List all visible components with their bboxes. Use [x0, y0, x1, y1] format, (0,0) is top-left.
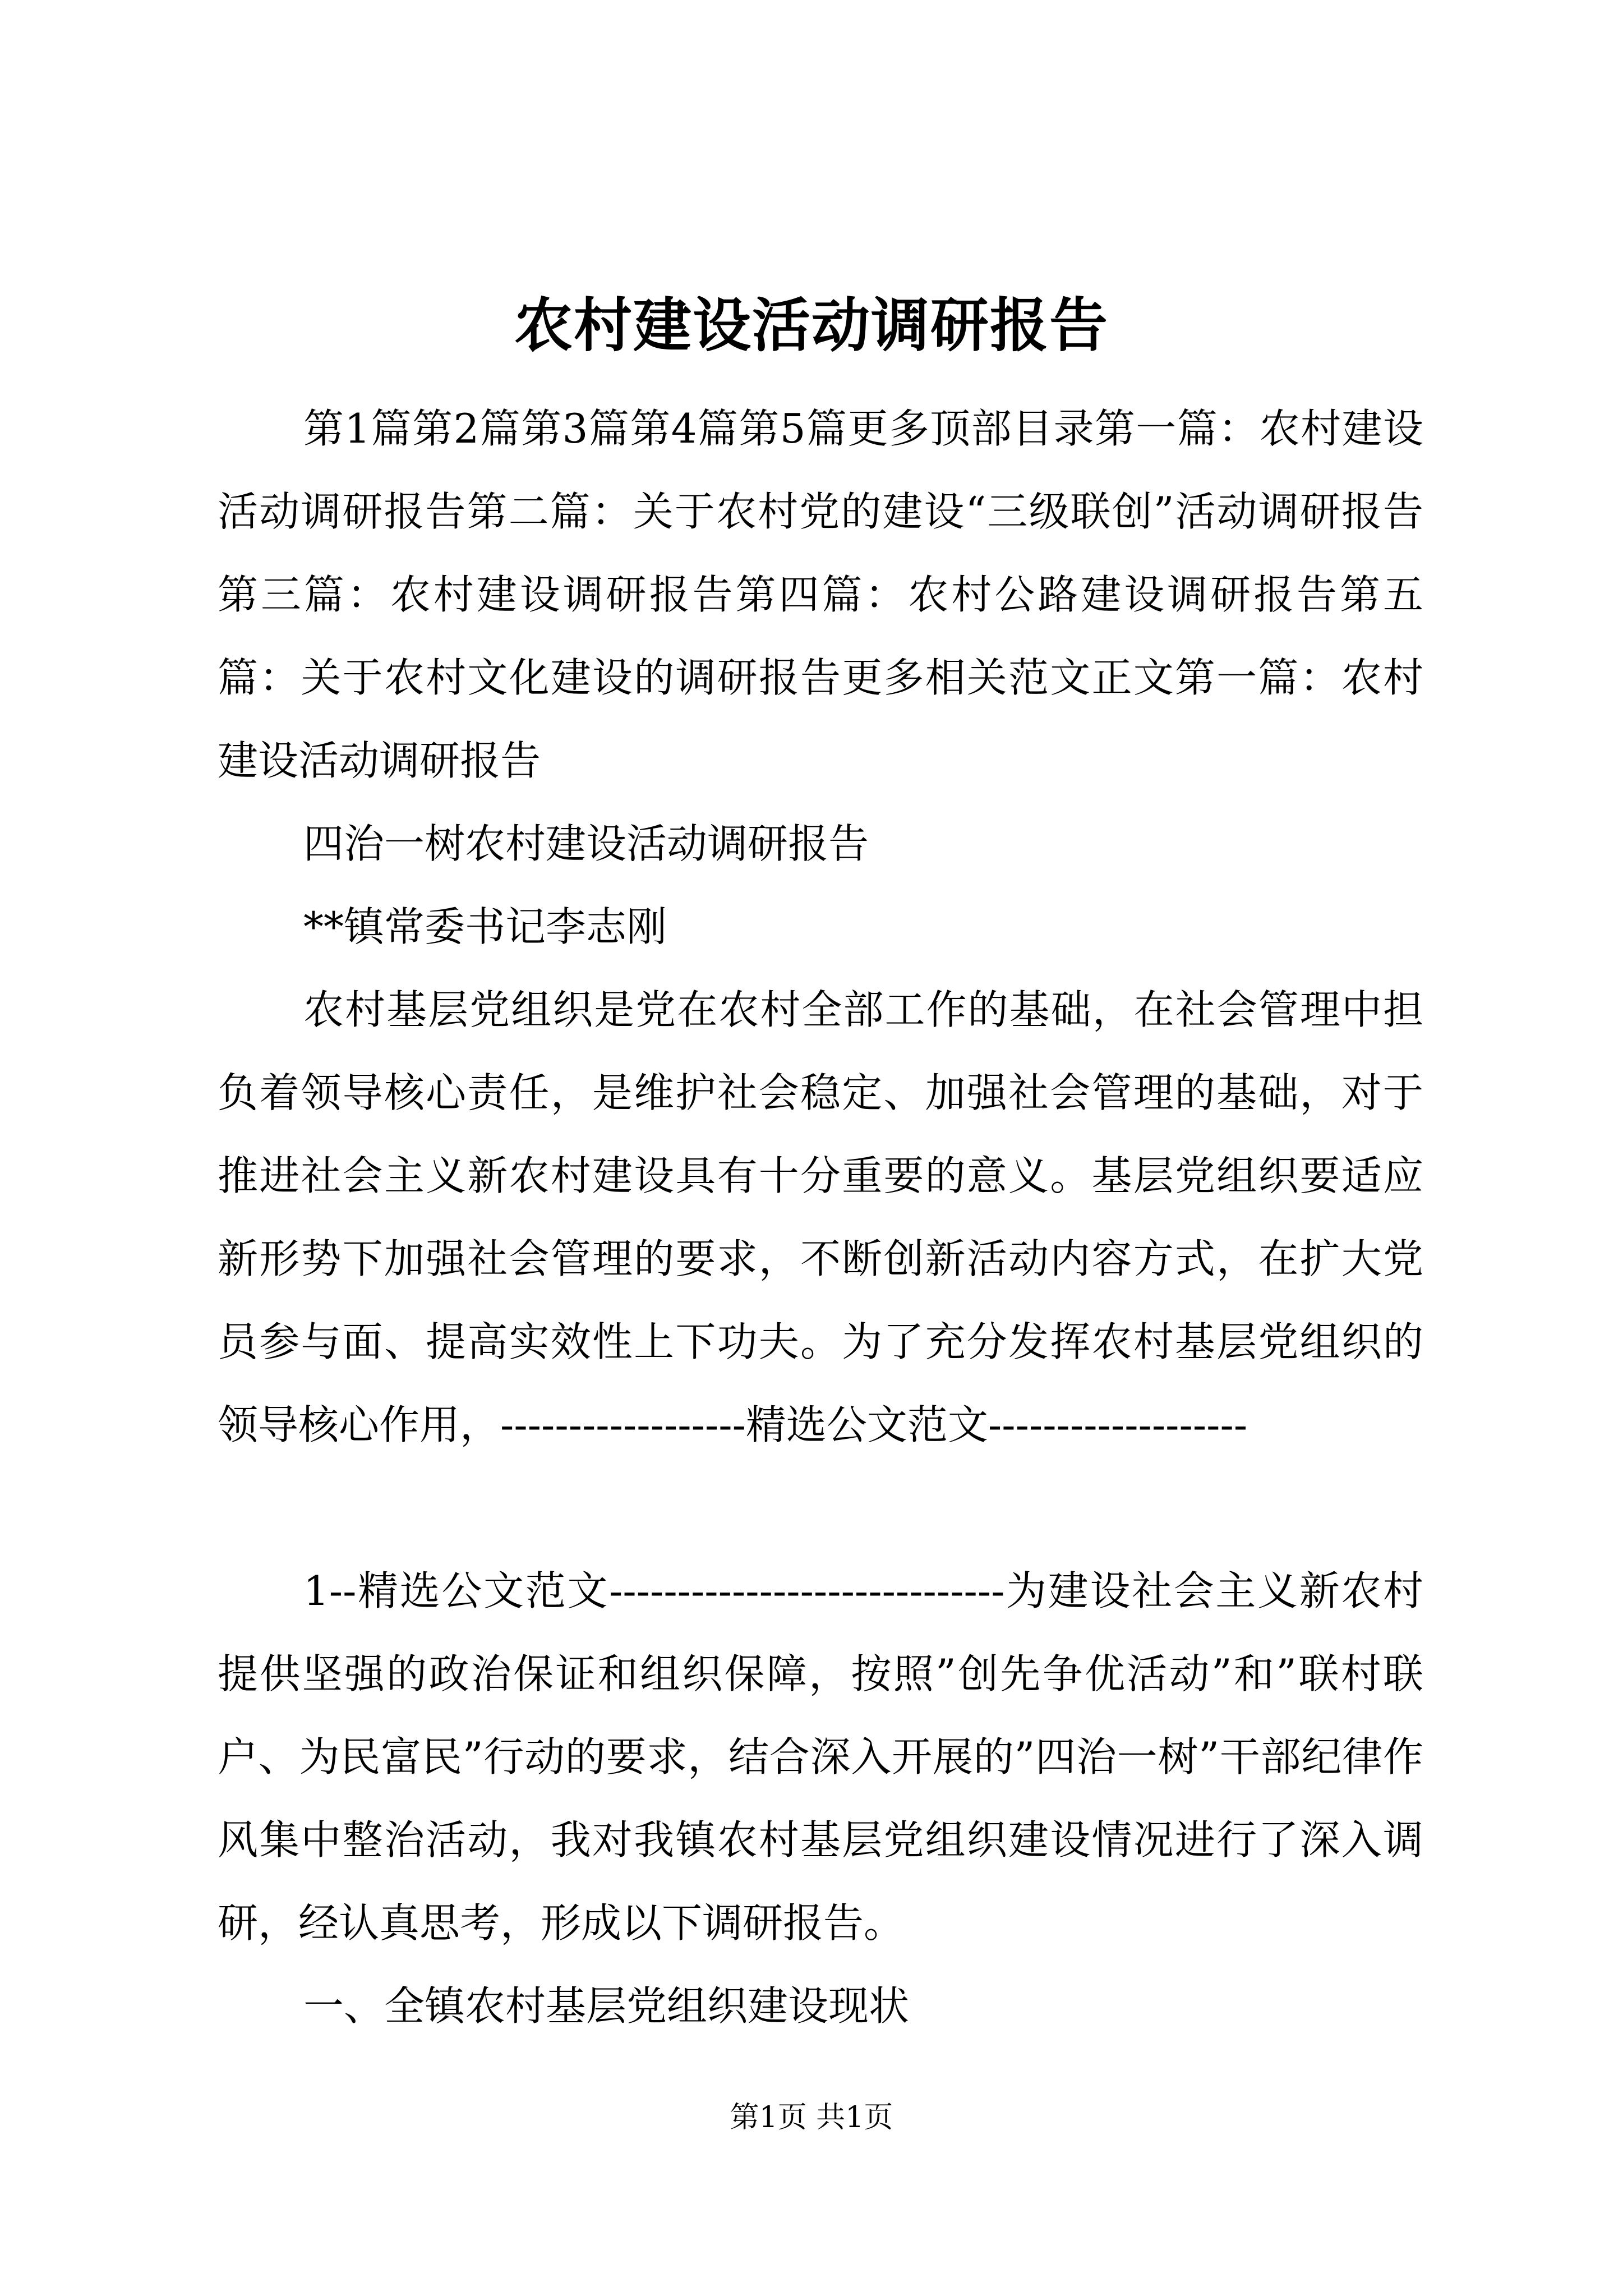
- document-title: 农村建设活动调研报告: [514, 291, 1109, 360]
- section-heading: 一、全镇农村基层党组织建设现状: [303, 1982, 910, 2030]
- body-paragraph: 农村基层党组织是党在农村全部工作的基础，在社会管理中担负着领导核心责任，是维护社会稳定、加强社会管理的基础，对于推进社会主义新农村建设具有十分重要的意义。基层党组织要适应新形势下加强社会管理的要求，不断创新活动内容方式，在扩大党员参与面、提高实效性上下功夫。为了充分发挥农村基层党组织的领导核心作用，------------------精选公文范文-------------------: [218, 986, 1423, 1448]
- page-number-footer: 第1页 共1页: [730, 2101, 893, 2134]
- document-body: [218, 387, 1423, 2047]
- toc-paragraph: 第1篇第2篇第3篇第4篇第5篇更多顶部目录第一篇：农村建设活动调研报告第二篇：关于农村党的建设“三级联创”活动调研报告第三篇：农村建设调研报告第四篇：农村公路建设调研报告第五篇：关于农村文化建设的调研报告更多相关范文正文第一篇：农村建设活动调研报告: [218, 405, 1423, 784]
- author-line: **镇常委书记李志刚: [303, 903, 667, 950]
- body-paragraph: 1--精选公文范文-----------------------------为建设社会主义新农村提供坚强的政治保证和组织保障，按照”创先争优活动”和”联村联户、为民富民”行动的要求，结合深入开展的”四治一树”干部纪律作风集中整治活动，我对我镇农村基层党组织建设情况进行了深入调研，经认真思考，形成以下调研报告。: [218, 1567, 1423, 1947]
- subtitle-paragraph: 四治一树农村建设活动调研报告: [303, 820, 869, 867]
